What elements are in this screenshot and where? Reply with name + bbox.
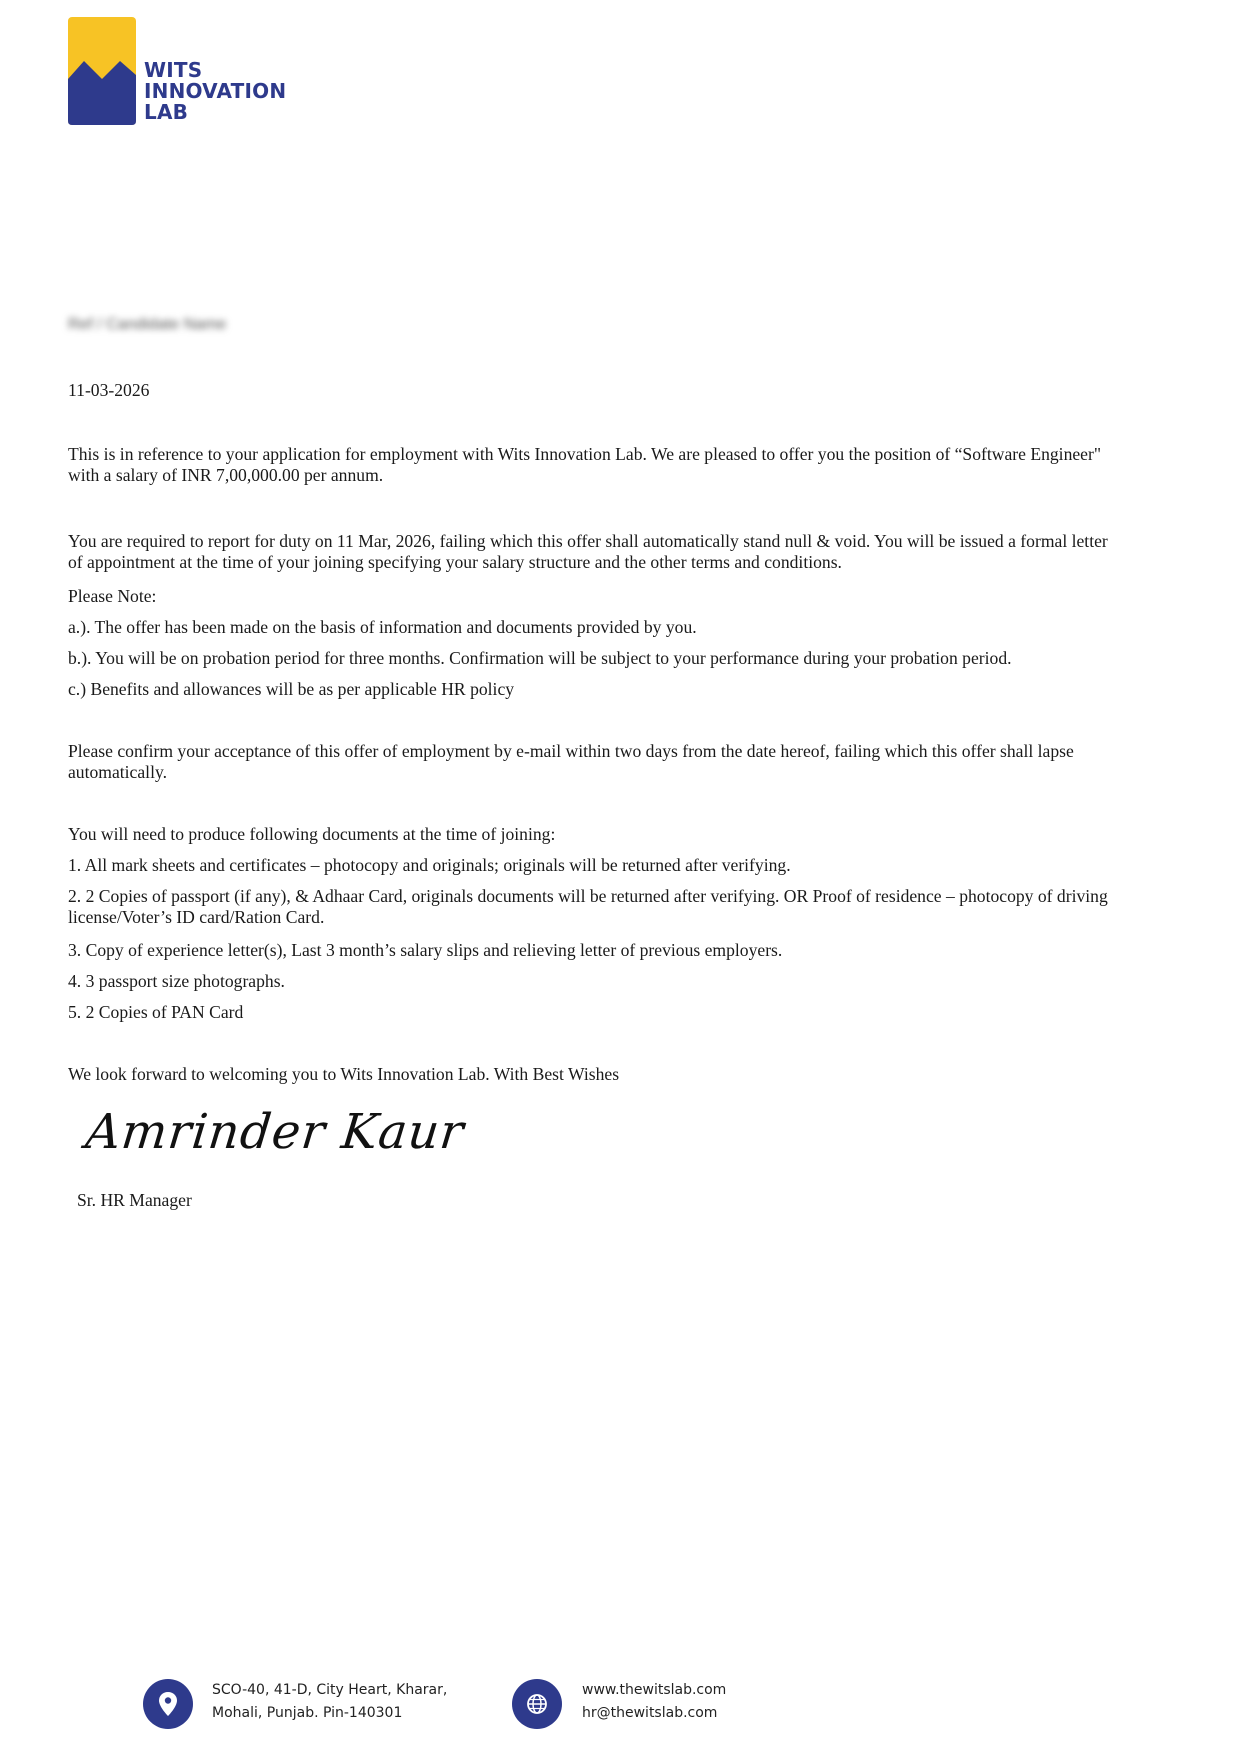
reporting-paragraph-line-2: of appointment at the time of your joining specifying your salary structure and the other terms and conditions. (68, 552, 842, 572)
reporting-paragraph (68, 531, 1196, 573)
location-pin-glyph (158, 1691, 178, 1717)
closing-line: We look forward to welcoming you to Wits Innovation Lab. With Best Wishes (68, 1064, 620, 1084)
letter-date: 11-03-2026 (68, 380, 150, 400)
note-item-c: c.) Benefits and allowances will be as per applicable HR policy (68, 679, 515, 699)
website-link[interactable]: www.thewitslab.com (582, 1682, 727, 1698)
globe-glyph (526, 1693, 548, 1715)
document-item-1: 1. All mark sheets and certificates – photocopy and originals; originals will be returned after verifying. (68, 855, 791, 875)
offer-paragraph-line-1: This is in reference to your application for employment with Wits Innovation Lab. We are pleased to offer you the position of “Software Engineer" (68, 444, 1102, 464)
logo-line-1: WITS (144, 58, 203, 82)
document-item-4: 4. 3 passport size photographs. (68, 971, 285, 991)
acceptance-paragraph (68, 741, 1196, 783)
note-item-a: a.). The offer has been made on the basis of information and documents provided by you. (68, 617, 697, 637)
logo-line-3: LAB (144, 100, 189, 124)
company-logo-text (144, 60, 286, 123)
company-logo-mark (68, 17, 136, 125)
company-address (212, 1679, 447, 1724)
please-note-heading: Please Note: (68, 586, 157, 606)
location-pin-icon (143, 1679, 193, 1729)
signatory-title: Sr. HR Manager (77, 1190, 192, 1210)
document-item-3: 3. Copy of experience letter(s), Last 3 month’s salary slips and relieving letter of previous employers. (68, 940, 783, 960)
email-link[interactable]: hr@thewitslab.com (582, 1704, 718, 1721)
offer-paragraph (68, 444, 1196, 486)
recipient-name: Ref / Candidate Name (68, 316, 227, 333)
acceptance-paragraph-line-2: automatically. (68, 762, 168, 782)
document-item-5: 5. 2 Copies of PAN Card (68, 1002, 244, 1022)
logo-line-2: INNOVATION (144, 79, 287, 103)
documents-intro: You will need to produce following documents at the time of joining: (68, 824, 556, 844)
document-item-2 (68, 886, 1196, 928)
reporting-paragraph-line-1: You are required to report for duty on 11 Mar, 2026, failing which this offer shall automatically stand null & void. You will be issued a formal letter (68, 531, 1108, 551)
acceptance-paragraph-line-1: Please confirm your acceptance of this offer of employment by e-mail within two days from the date hereof, failing which this offer shall lapse (68, 741, 1074, 761)
document-item-2-line-2: license/Voter’s ID card/Ration Card. (68, 907, 325, 927)
note-item-b: b.). You will be on probation period for three months. Confirmation will be subject to your performance during your probation period. (68, 648, 1012, 668)
signature: Amrinder Kaur (83, 1104, 468, 1160)
address-line-2: Mohali, Punjab. Pin-140301 (212, 1704, 403, 1721)
document-item-2-line-1: 2. 2 Copies of passport (if any), & Adhaar Card, originals documents will be returned after verifying. OR Proof of residence – photocopy of driving (68, 886, 1108, 906)
company-contact (582, 1679, 726, 1724)
globe-icon (512, 1679, 562, 1729)
address-line-1: SCO-40, 41-D, City Heart, Kharar, (212, 1682, 448, 1698)
offer-paragraph-line-2: with a salary of INR 7,00,000.00 per annum. (68, 465, 384, 485)
